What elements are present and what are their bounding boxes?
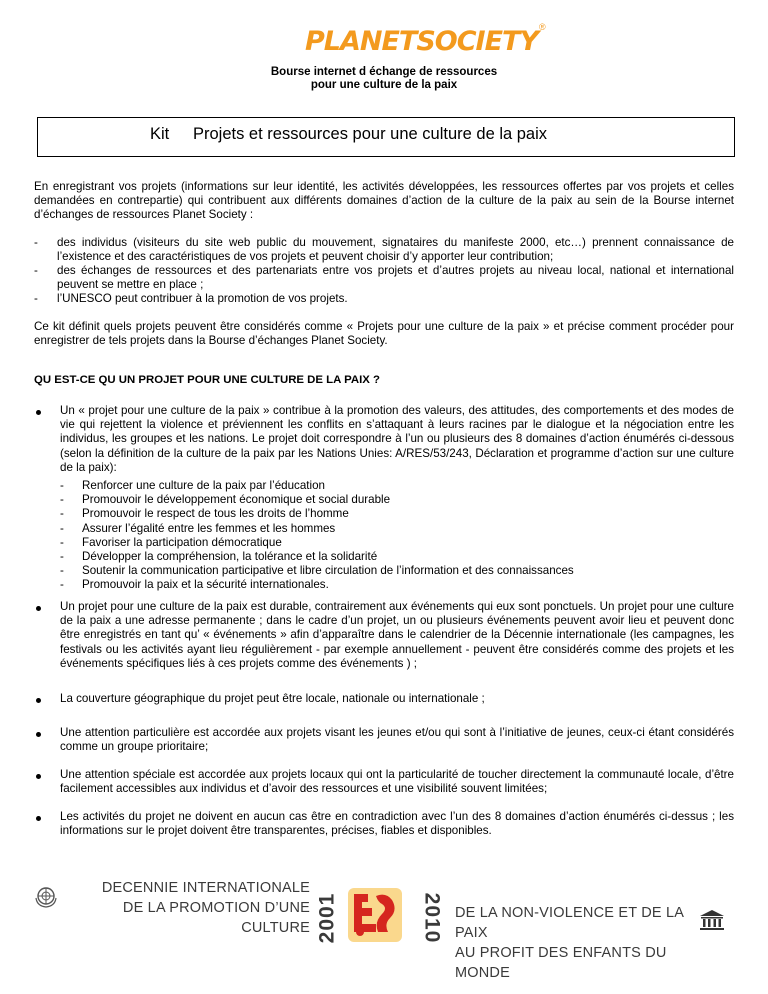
bullet-text-6: Les activités du projet ne doivent en aucun cas être en contradiction avec l’un des 8 domaines d’action énumérés ci-dessus ; les informations sur le projet doivent être transparentes, précises, fiables et disponibles. bbox=[60, 810, 734, 838]
intro-dash-3: - bbox=[34, 292, 38, 305]
intro-item-3: l’UNESCO peut contribuer à la promotion de vos projets. bbox=[57, 292, 348, 305]
bullet-dot bbox=[36, 606, 41, 611]
footer-left-text bbox=[60, 878, 310, 938]
un-emblem-icon bbox=[34, 884, 58, 908]
bullet-text-4: Une attention particulière est accordée aux projets visant les jeunes et/ou qui sont à l’initiative de jeunes, ceux-ci étant considérés comme un groupe prioritaire; bbox=[60, 726, 734, 754]
logo-text: PLANETSOCIETY bbox=[305, 26, 539, 57]
bullet-dot bbox=[36, 698, 41, 703]
year-end: 2010 bbox=[420, 892, 444, 944]
title-box bbox=[37, 117, 735, 157]
bullet-dot bbox=[36, 816, 41, 821]
header-line-1: Bourse internet d échange de ressources bbox=[270, 66, 498, 78]
bullet-text-2: Un projet pour une culture de la paix est durable, contrairement aux événements qui eux sont ponctuels. Un projet pour une culture de la paix a une adresse permanente ; dans le cadre d’un projet, un ou plusieurs événements peuvent avoir lieu et peuvent donc être enregistrés en tant qu’ « événements » afin d’apparaître dans le calendrier de la Décennie internationale (les campagnes, les festivals ou les activités ayant lieu régulièrement - par exemple annuellement - peuvent être considérés comme des projets et les événements spécifiques liés à ces projets comme des événements ) ; bbox=[60, 600, 734, 670]
footer-left-line-2: DE LA PROMOTION D’UNE CULTURE bbox=[122, 900, 310, 936]
planet-society-logo bbox=[305, 22, 546, 62]
document-page: PLANETSOCIETY® Bourse internet d échange de ressources pour une culture de la paix Kit Projets et ressources pour une culture de la paix En enregistrant vos projets (informations sur leur identité, les activités développées, les ressources offertes par vos projets et celles demandées en contrepartie) qui contribuent aux différents domaines d’action de la culture de la paix au sein de la Bourse internet d’échanges de ressources Planet Society : - des individus (visiteurs du site web public du mouvement, signataires du manifeste 2000, etc…) prennent connaissance de l’existence et des caractéristiques de vos projets et peuvent choisir d’y apporter leur contribution; - des échanges de ressources et des partenariats entre vos projets et d’autres projets au niveau local, national et international peuvent se mettre en place ; - l’UNESCO peut contribuer à la promotion de vos projets. Ce kit définit quels projets peuvent être considérés comme « Projets pour une culture de la paix » et précise comment procéder pour enregistrer de tels projets dans la Bourse d’échanges Planet Society. QU EST-CE QU UN PROJET POUR UNE CULTURE DE LA PAIX ? Un « projet pour une culture de la paix » contribue à la promotion des valeurs, des attitudes, des comportements et des modes de vie qui rejettent la violence et préviennent les conflits en s’attaquant à leurs racines par le dialogue et la négociation entre les individus, les groupes et les nations. Le projet doit correspondre à l’un ou plusieurs des 8 domaines d’action énumérés ci-dessous (selon la définition de la culture de la paix par les Nations Unies: A/RES/53/243, Déclaration et programme d’action sur une culture de la paix): - Renforcer une culture de la paix par l’éducation - Promouvoir le développement économique et social durable - Promouvoir le respect de tous les droits de l’homme - Assurer l’égalité entre les femmes et les hommes - Favoriser la participation démocratique - Développer la compréhension, la tolérance et la solidarité - Soutenir la communication participative et libre circulation de l’information et des connaissances - Promouvoir la paix et la sécurité internationales. Un projet pour une culture de la paix est durable, contrairement aux événements qui eux sont ponctuels. Un projet pour une culture de la paix a une adresse permanente ; dans le cadre d’un projet, un ou plusieurs événements peuvent avoir lieu et peuvent donc être enregistrés en tant qu’ « événements » afin d’apparaître dans le calendrier de la Décennie internationale (les campagnes, les festivals ou les activités ayant lieu régulièrement - par exemple annuellement - peuvent être considérés comme des projets et les événements spécifiques liés à ces projets comme des événements ) ; La couverture géographique du projet peut être locale, nationale ou internationale ; Une attention particulière est accordée aux projets visant les jeunes et/ou qui sont à l’initiative de jeunes, ceux-ci étant considérés comme un groupe prioritaire; Une attention spéciale est accordée aux projets locaux qui ont la particularité de toucher directement la communauté locale, d’être facilement accessibles aux individus et d’avoir des ressources et une visibilité souvent limitées; Les activités du projet ne doivent en aucun cas être en contradiction avec l’un des 8 domaines d’action énumérés ci-dessus ; les informations sur le projet doivent être transparentes, précises, fiables et disponibles. DECENNIE INTERNATIONALE DE LA PROMOTION D’UNE CULTURE 2001 2010 DE LA NON-VIOLENCE ET DE LA PAIX AU PROFIT DES ENFANTS DU MONDE bbox=[0, 0, 768, 994]
intro-dash-2: - bbox=[34, 264, 38, 277]
footer-right-line-2: AU PROFIT DES ENFANTS DU MONDE bbox=[455, 945, 667, 981]
footer-right-line-1: DE LA NON-VIOLENCE ET DE LA PAIX bbox=[455, 905, 684, 941]
title-text: Projets et ressources pour une culture de la paix bbox=[193, 125, 548, 143]
intro-item-2: des échanges de ressources et des partenariats entre vos projets et d’autres projets au niveau local, national et international peuvent se mettre en place ; bbox=[57, 264, 734, 292]
intro-paragraph: En enregistrant vos projets (informations sur leur identité, les activités développées, les ressources offertes par vos projets et celles demandées en contrepartie) qui contribuent aux différents domaines d’action de la culture de la paix au sein de la Bourse internet d’échanges de ressources Planet Society : bbox=[34, 180, 734, 222]
year-start: 2001 bbox=[315, 892, 339, 944]
registered-mark: ® bbox=[539, 22, 546, 32]
title-kit: Kit bbox=[150, 125, 170, 143]
kit-definition-paragraph: Ce kit définit quels projets peuvent être considérés comme « Projets pour une culture de la paix » et précise comment procéder pour enregistrer de tels projets dans la Bourse d’échanges Planet Society. bbox=[34, 320, 734, 348]
bullet-dot bbox=[36, 732, 41, 737]
bullet-text-5: Une attention spéciale est accordée aux projets locaux qui ont la particularité de toucher directement la communauté locale, d’être facilement accessibles aux individus et d’avoir des ressources et une visibilité souvent limitées; bbox=[60, 768, 734, 796]
bullet-dot bbox=[36, 410, 41, 415]
section-heading: QU EST-CE QU UN PROJET POUR UNE CULTURE DE LA PAIX ? bbox=[34, 374, 380, 386]
bullet-dot bbox=[36, 774, 41, 779]
footer-left-line-1: DECENNIE INTERNATIONALE bbox=[101, 880, 310, 896]
bullet-text-3: La couverture géographique du projet peut être locale, nationale ou internationale ; bbox=[60, 692, 485, 705]
bullet-text-1: Un « projet pour une culture de la paix » contribue à la promotion des valeurs, des attitudes, des comportements et des modes de vie qui rejettent la violence et préviennent les conflits en s’attaquant à leurs racines par le dialogue et la négociation entre les individus, les groupes et les nations. Le projet doit correspondre à l’un ou plusieurs des 8 domaines d’action énumérés ci-dessous (selon la définition de la culture de la paix par les Nations Unies: A/RES/53/243, Déclaration et programme d’action sur une culture de la paix): bbox=[60, 404, 734, 474]
intro-item-1: des individus (visiteurs du site web public du mouvement, signataires du manifeste 2000, etc…) prennent connaissance de l’existence et des caractéristiques de vos projets et peuvent choisir d’y apporter leur contribution; bbox=[57, 236, 734, 264]
intro-dash-1: - bbox=[34, 236, 38, 249]
decade-emblem-icon bbox=[340, 884, 410, 946]
footer-right-text bbox=[455, 903, 715, 983]
header-line-2: pour une culture de la paix bbox=[310, 79, 458, 91]
unesco-temple-icon bbox=[699, 909, 725, 931]
